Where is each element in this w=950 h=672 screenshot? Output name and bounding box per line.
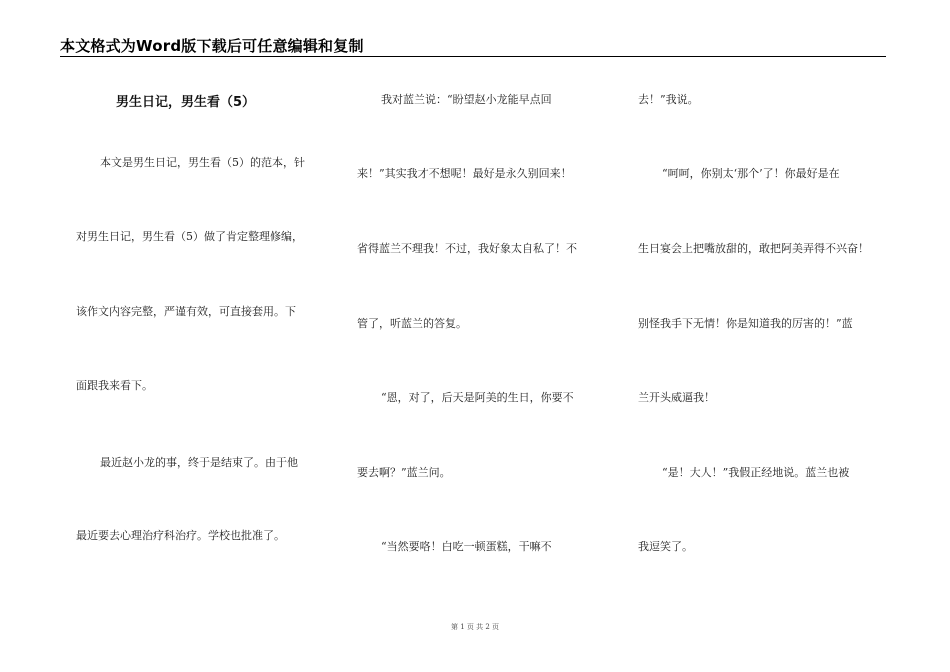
- paragraph-line: 兰开头威逼我！: [638, 391, 715, 404]
- article-title: 男生日记，男生看（5）: [116, 95, 256, 110]
- paragraph-line: 管了，听蓝兰的答复。: [357, 317, 467, 330]
- text-column-2: [357, 0, 605, 672]
- paragraph-line: 最近赵小龙的事，终于是结束了。由于他: [100, 456, 298, 469]
- paragraph-line: “呵呵，你别太‘那个’了！你最好是在: [662, 167, 840, 180]
- text-column-1: [76, 0, 326, 672]
- paragraph-line: 最近要去心理治疗科治疗。学校也批准了。: [76, 529, 285, 542]
- page-footer: 第 1 页 共 2 页: [450, 623, 500, 631]
- text-column-3: [638, 0, 890, 672]
- paragraph-line: 去！”我说。: [638, 93, 699, 106]
- header-title: 本文格式为Word版下载后可任意编辑和复制: [60, 37, 364, 55]
- paragraph-line: 省得蓝兰不理我！不过，我好象太自私了！不: [357, 242, 577, 255]
- paragraph-line: 别怪我手下无情！你是知道我的厉害的！”蓝: [638, 317, 853, 330]
- paragraph-line: 来！”其实我才不想呢！最好是永久别回来！: [357, 167, 572, 180]
- paragraph-line: 本文是男生日记，男生看（5）的范本，针: [100, 156, 305, 169]
- paragraph-line: 要去啊？”蓝兰问。: [357, 466, 451, 479]
- paragraph-line: 该作文内容完整，严谨有效，可直接套用。下: [76, 305, 296, 318]
- paragraph-line: “当然要咯！白吃一顿蛋糕，干嘛不: [381, 540, 552, 553]
- paragraph-line: 面跟我来看下。: [76, 379, 153, 392]
- paragraph-line: 生日宴会上把嘴放甜的，敢把阿美弄得不兴奋！: [638, 242, 869, 255]
- paragraph-line: “是！大人！”我假正经地说。蓝兰也被: [662, 466, 850, 479]
- paragraph-line: 对男生日记，男生看（5）做了肯定整理修编，: [76, 230, 303, 243]
- paragraph-line: 我逗笑了。: [638, 540, 693, 553]
- paragraph-line: 我对蓝兰说：“盼望赵小龙能早点回: [381, 93, 552, 106]
- paragraph-line: “恩，对了，后天是阿美的生日，你要不: [381, 391, 574, 404]
